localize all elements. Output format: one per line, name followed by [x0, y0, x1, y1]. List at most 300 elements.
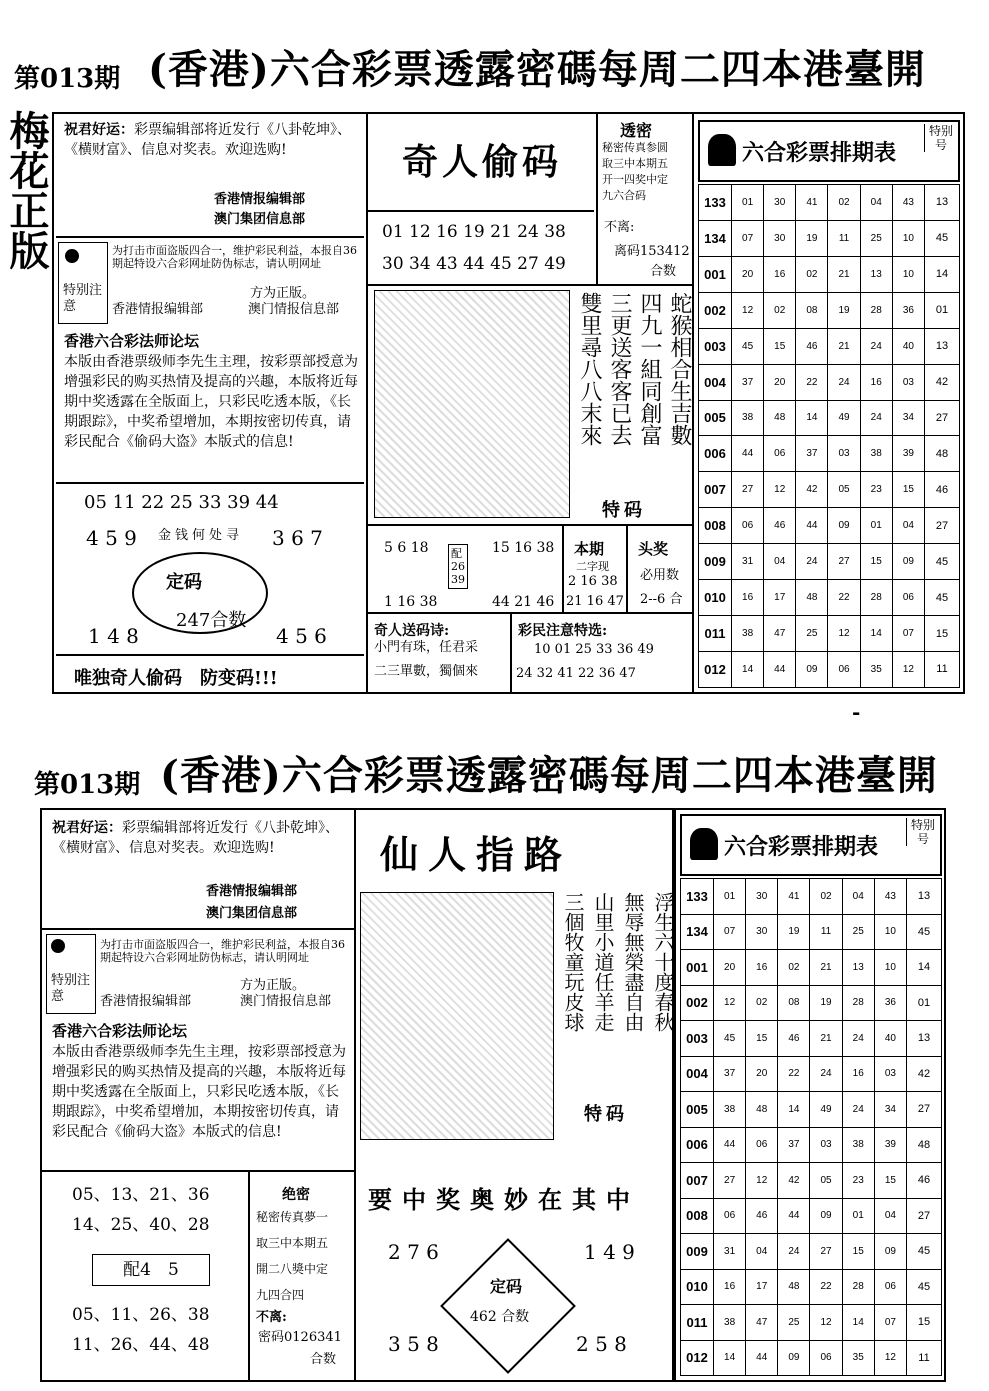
number-cell: 02 — [810, 879, 842, 915]
schedule-row — [681, 914, 942, 950]
number-cell: 01 — [842, 1198, 874, 1234]
schedule-title: 六合彩票排期表 — [724, 834, 879, 860]
number-cell: 30 — [746, 879, 778, 915]
schedule-row — [681, 1234, 942, 1270]
schedule-row — [681, 950, 942, 986]
number-cell: 35 — [842, 1340, 874, 1376]
ring2-bl: 3 5 8 — [388, 1332, 439, 1356]
number-cell: 06 — [764, 436, 796, 472]
poem-line: 三更送客客已去 — [607, 292, 632, 446]
leak-line: 秘密传真参圆 — [602, 141, 668, 154]
special-number-cell: 27 — [925, 508, 960, 544]
period-cell: 134 — [681, 914, 714, 950]
number-cell: 28 — [860, 580, 892, 616]
number-cell: 38 — [714, 1305, 746, 1341]
number-cell: 12 — [874, 1340, 906, 1376]
period-cell: 133 — [681, 879, 714, 915]
number-cell: 03 — [810, 1127, 842, 1163]
number-cell: 37 — [778, 1127, 810, 1163]
number-cell: 15 — [842, 1234, 874, 1270]
period-cell: 010 — [699, 580, 732, 616]
number-cell: 17 — [746, 1269, 778, 1305]
schedule-table-1 — [698, 184, 960, 688]
schedule-row — [681, 1092, 942, 1128]
issue-number-1: 第013期 — [14, 64, 121, 94]
secret-lines — [256, 1204, 328, 1308]
special-number-cell: 01 — [907, 985, 942, 1021]
period-cell: 005 — [681, 1092, 714, 1128]
number-cell: 44 — [714, 1127, 746, 1163]
notice-org2: 澳门情报信息部 — [240, 994, 332, 1009]
leak-nope: 不离: — [604, 220, 635, 235]
period-cell: 134 — [699, 220, 732, 256]
number-cell: 06 — [732, 508, 764, 544]
number-cell: 30 — [764, 220, 796, 256]
pair-pei-1: 26 — [451, 560, 465, 573]
ring2-tr: 1 4 9 — [584, 1240, 635, 1264]
column-rule — [510, 612, 512, 694]
divider — [42, 928, 354, 930]
schedule-header-2 — [680, 814, 942, 876]
special-number-cell: 13 — [907, 1021, 942, 1057]
send-title: 奇人送码诗: — [374, 623, 450, 639]
schedule-row — [681, 1127, 942, 1163]
ring-arc: 金钱何处寻 — [158, 528, 244, 543]
schedule-row — [699, 436, 960, 472]
schedule-row — [681, 1198, 942, 1234]
ring2-sum: 462 合数 — [470, 1309, 530, 1325]
number-cell: 46 — [746, 1198, 778, 1234]
number-cell: 38 — [714, 1092, 746, 1128]
number-cell: 07 — [714, 914, 746, 950]
number-cell: 14 — [732, 651, 764, 687]
notice-footer: 方为正版。 — [240, 978, 306, 993]
special-number-cell: 15 — [907, 1305, 942, 1341]
number-cell: 01 — [860, 508, 892, 544]
number-cell: 09 — [892, 544, 924, 580]
period-cell: 012 — [681, 1340, 714, 1376]
number-cell: 42 — [796, 472, 828, 508]
divider — [368, 612, 692, 614]
number-cell: 16 — [714, 1269, 746, 1305]
special-number-cell: 15 — [925, 616, 960, 652]
period-cell: 133 — [699, 185, 732, 221]
number-cell: 22 — [828, 580, 860, 616]
numbers-line2: 30 34 43 44 45 27 49 — [382, 254, 566, 274]
number-cell: 48 — [764, 400, 796, 436]
number-cell: 14 — [796, 400, 828, 436]
number-cell: 12 — [764, 472, 796, 508]
greeting-org2: 澳门集团信息部 — [214, 212, 306, 227]
number-cell: 12 — [746, 1163, 778, 1199]
arc-slogan: 要中奖奥妙在其中 — [368, 1185, 640, 1214]
notice-org1: 香港情报编辑部 — [100, 994, 192, 1009]
numbers-line1: 01 12 16 19 21 24 38 — [382, 222, 566, 242]
number-cell: 31 — [714, 1234, 746, 1270]
period-cell: 011 — [699, 616, 732, 652]
number-cell: 39 — [892, 436, 924, 472]
leak-line: 九六合码 — [602, 189, 646, 202]
number-cell: 11 — [828, 220, 860, 256]
send-line1: 小門有珠，任君采 — [374, 640, 479, 655]
column-rule — [354, 1172, 356, 1382]
number-cell: 01 — [732, 185, 764, 221]
number-cell: 27 — [828, 544, 860, 580]
number-cell: 38 — [860, 436, 892, 472]
number-cell: 15 — [874, 1163, 906, 1199]
nums-row: 05 11 22 25 33 39 44 — [84, 492, 279, 513]
divider — [56, 654, 364, 656]
special-number-cell: 45 — [907, 1234, 942, 1270]
pair-b: 1 16 38 — [384, 594, 438, 610]
list-l2: 14、25、40、28 — [72, 1215, 210, 1235]
pair-c: 15 16 38 — [492, 540, 555, 556]
number-cell: 15 — [746, 1021, 778, 1057]
number-cell: 47 — [764, 616, 796, 652]
leak-lines — [602, 140, 668, 204]
number-cell: 45 — [714, 1021, 746, 1057]
schedule-row — [699, 544, 960, 580]
number-cell: 24 — [842, 1021, 874, 1057]
pair-a: 5 6 18 — [384, 540, 429, 556]
pair-pei-2: 39 — [451, 573, 465, 586]
number-cell: 27 — [714, 1163, 746, 1199]
divider — [42, 1170, 354, 1172]
illustration-warriors — [374, 290, 570, 518]
period-cell: 010 — [681, 1269, 714, 1305]
special-number-cell: 45 — [925, 544, 960, 580]
number-cell: 24 — [778, 1234, 810, 1270]
number-cell: 16 — [764, 256, 796, 292]
number-cell: 08 — [778, 985, 810, 1021]
number-cell: 28 — [842, 985, 874, 1021]
lucky-animal-icon — [708, 134, 736, 166]
number-cell: 46 — [796, 328, 828, 364]
schedule-row — [681, 985, 942, 1021]
forum-text: 本版由香港票级师李先生主理，按彩票部授意为增强彩民的购买热情及提高的兴趣，本版将近每期中奖透露在全版面上，只彩民吃透本版，《长期跟踪》，中奖希望增加，本期按密切传真，请彩民配合《偷码大盗》本版式的信息! — [52, 1044, 346, 1140]
number-cell: 48 — [778, 1269, 810, 1305]
number-cell: 21 — [828, 328, 860, 364]
number-cell: 04 — [860, 185, 892, 221]
greeting-org1: 香港情报编辑部 — [214, 192, 306, 207]
number-cell: 36 — [892, 292, 924, 328]
special-number-cell: 13 — [925, 185, 960, 221]
period-cell: 005 — [699, 400, 732, 436]
number-cell: 49 — [828, 400, 860, 436]
period-cell: 003 — [699, 328, 732, 364]
number-cell: 06 — [810, 1340, 842, 1376]
number-cell: 21 — [810, 950, 842, 986]
special-number-cell: 27 — [907, 1092, 942, 1128]
number-cell: 06 — [714, 1198, 746, 1234]
period-cell: 006 — [699, 436, 732, 472]
number-cell: 48 — [746, 1092, 778, 1128]
number-cell: 10 — [874, 950, 906, 986]
schedule-row — [699, 651, 960, 687]
number-cell: 04 — [746, 1234, 778, 1270]
list-l3: 05、11、26、38 — [72, 1305, 210, 1325]
number-cell: 02 — [796, 256, 828, 292]
column-rule — [692, 112, 694, 694]
leak-unit: 合数 — [650, 264, 677, 279]
number-cell: 24 — [860, 328, 892, 364]
number-cell: 40 — [892, 328, 924, 364]
benqi-sub: 二字现 — [576, 560, 609, 573]
number-cell: 44 — [746, 1340, 778, 1376]
number-cell: 45 — [732, 328, 764, 364]
number-cell: 09 — [778, 1340, 810, 1376]
number-cell: 06 — [746, 1127, 778, 1163]
schedule-row — [699, 580, 960, 616]
number-cell: 22 — [796, 364, 828, 400]
number-cell: 04 — [764, 544, 796, 580]
number-cell: 03 — [892, 364, 924, 400]
special-label: 特别号 — [924, 124, 957, 152]
number-cell: 23 — [860, 472, 892, 508]
divider — [56, 236, 364, 238]
secret-title: 绝密 — [282, 1187, 310, 1203]
number-cell: 05 — [828, 472, 860, 508]
number-cell: 20 — [746, 1056, 778, 1092]
leak-line: 取三中本期五 — [602, 157, 668, 170]
forum-title: 香港六合彩法师论坛 — [64, 332, 200, 350]
secret-code: 密码0126341 — [258, 1330, 342, 1345]
special-number-cell: 14 — [907, 950, 942, 986]
number-cell: 12 — [810, 1305, 842, 1341]
number-cell: 27 — [810, 1234, 842, 1270]
number-cell: 40 — [874, 1021, 906, 1057]
number-cell: 09 — [810, 1198, 842, 1234]
illustration-sages — [360, 892, 554, 1140]
special-number-cell: 01 — [925, 292, 960, 328]
number-cell: 43 — [892, 185, 924, 221]
notice-box — [58, 242, 108, 324]
period-cell: 003 — [681, 1021, 714, 1057]
special-number-cell: 14 — [925, 256, 960, 292]
special-number-cell: 27 — [925, 400, 960, 436]
notice-footer: 方为正版。 — [250, 286, 316, 301]
divider — [56, 482, 364, 484]
number-cell: 35 — [860, 651, 892, 687]
pair-pei — [448, 544, 468, 589]
center-title: 奇人偷码 — [402, 141, 563, 183]
number-cell: 10 — [874, 914, 906, 950]
forum-text: 本版由香港票级师李先生主理，按彩票部授意为增强彩民的购买热情及提高的兴趣，本版将近每期中奖透露在全版面上，只彩民吃透本版，《长期跟踪》，中奖希望增加，本期按密切传真，请彩民配合《偷码大盗》本版式的信息! — [64, 354, 358, 450]
number-cell: 14 — [778, 1092, 810, 1128]
special-number-cell: 48 — [925, 436, 960, 472]
number-cell: 07 — [874, 1305, 906, 1341]
number-cell: 15 — [764, 328, 796, 364]
number-cell: 20 — [714, 950, 746, 986]
secret-line: 秘密传真夢一 — [256, 1210, 329, 1224]
tema-label-2: 特码 — [584, 1104, 628, 1125]
side-title: 梅花正版 — [3, 110, 50, 270]
sheet1-header: (香港)六合彩票透露密碼每周二四本港臺開 — [148, 46, 926, 93]
special-number-cell: 42 — [925, 364, 960, 400]
number-cell: 44 — [764, 651, 796, 687]
ring-tl: 4 5 9 — [86, 526, 137, 550]
number-cell: 12 — [714, 985, 746, 1021]
number-cell: 43 — [874, 879, 906, 915]
number-cell: 15 — [892, 472, 924, 508]
number-cell: 04 — [842, 879, 874, 915]
number-cell: 02 — [746, 985, 778, 1021]
greeting-title: 祝君好运： — [64, 122, 134, 138]
poem-line: 蛇猴相合生吉數 — [667, 292, 692, 446]
schedule-row — [699, 400, 960, 436]
poem-line: 雙里尋八八末來 — [577, 292, 602, 446]
greeting-2 — [52, 818, 352, 858]
fans-title: 彩民注意特选: — [518, 623, 608, 639]
number-cell: 20 — [764, 364, 796, 400]
number-cell: 07 — [732, 220, 764, 256]
number-cell: 30 — [746, 914, 778, 950]
number-cell: 22 — [778, 1056, 810, 1092]
special-number-cell: 13 — [925, 328, 960, 364]
period-cell: 008 — [699, 508, 732, 544]
number-cell: 15 — [860, 544, 892, 580]
number-cell: 13 — [842, 950, 874, 986]
notice-text: 为打击市面盗版四合一，维护彩民利益，本报自36期起特设六合彩网址防伪标志，请认明网址 — [112, 244, 357, 270]
ring-bl: 1 4 8 — [88, 624, 139, 648]
period-cell: 007 — [699, 472, 732, 508]
number-cell: 19 — [796, 220, 828, 256]
number-cell: 11 — [810, 914, 842, 950]
number-cell: 44 — [732, 436, 764, 472]
list-l4: 11、26、44、48 — [72, 1335, 210, 1355]
secret-line: 九四合四 — [256, 1288, 305, 1302]
schedule-row — [681, 1021, 942, 1057]
number-cell: 16 — [842, 1056, 874, 1092]
special-number-cell: 46 — [925, 472, 960, 508]
schedule-row — [699, 328, 960, 364]
number-cell: 03 — [874, 1056, 906, 1092]
number-cell: 04 — [874, 1198, 906, 1234]
list-pei: 配4 5 — [92, 1254, 210, 1286]
schedule-row — [681, 1340, 942, 1376]
number-cell: 19 — [778, 914, 810, 950]
secret-nope: 不离: — [256, 1310, 287, 1325]
schedule-row — [699, 292, 960, 328]
notice-text: 为打击市面盗版四合一，维护彩民利益，本报自36期起特设六合彩网址防伪标志，请认明网址 — [100, 938, 345, 964]
number-cell: 30 — [764, 185, 796, 221]
number-cell: 41 — [778, 879, 810, 915]
ring-center: 定码 — [166, 572, 202, 593]
special-number-cell: 46 — [907, 1163, 942, 1199]
number-cell: 20 — [732, 256, 764, 292]
number-cell: 46 — [764, 508, 796, 544]
period-cell: 009 — [699, 544, 732, 580]
number-cell: 14 — [860, 616, 892, 652]
period-cell: 011 — [681, 1305, 714, 1341]
benqi-title: 本期 — [574, 540, 605, 558]
period-cell: 012 — [699, 651, 732, 687]
number-cell: 02 — [828, 185, 860, 221]
schedule-row — [681, 1269, 942, 1305]
column-rule — [626, 526, 628, 612]
schedule-row — [699, 185, 960, 221]
number-cell: 37 — [796, 436, 828, 472]
number-cell: 24 — [860, 400, 892, 436]
pair-d: 44 21 46 — [492, 594, 555, 610]
sheet2-header: (香港)六合彩票透露密碼每周二四本港臺開 — [160, 752, 938, 799]
period-cell: 002 — [681, 985, 714, 1021]
special-number-cell: 45 — [907, 914, 942, 950]
ring-sum: 247合数 — [176, 610, 247, 631]
number-cell: 21 — [828, 256, 860, 292]
column-rule — [596, 112, 598, 284]
fans-line2: 24 32 41 22 36 47 — [516, 666, 636, 681]
number-cell: 41 — [796, 185, 828, 221]
number-cell: 06 — [892, 580, 924, 616]
number-cell: 07 — [892, 616, 924, 652]
number-cell: 01 — [714, 879, 746, 915]
ring2-tl: 2 7 6 — [388, 1240, 439, 1264]
schedule-row — [699, 220, 960, 256]
poem-line: 三個牧童玩皮球 — [561, 892, 585, 1032]
number-cell: 44 — [778, 1198, 810, 1234]
number-cell: 16 — [732, 580, 764, 616]
period-cell: 001 — [681, 950, 714, 986]
number-cell: 24 — [828, 364, 860, 400]
schedule-header-1 — [698, 120, 960, 182]
special-label: 特别号 — [906, 818, 939, 846]
period-cell: 004 — [699, 364, 732, 400]
special-number-cell: 45 — [925, 220, 960, 256]
number-cell: 36 — [874, 985, 906, 1021]
number-cell: 02 — [764, 292, 796, 328]
fans-line1: 10 01 25 33 36 49 — [534, 642, 654, 657]
toujiang-range: 2--6 合 — [640, 592, 683, 607]
schedule-row — [699, 364, 960, 400]
leak-title: 透密 — [620, 121, 653, 140]
number-cell: 24 — [810, 1056, 842, 1092]
period-cell: 004 — [681, 1056, 714, 1092]
center-title-2: 仙人指路 — [380, 832, 573, 877]
number-cell: 28 — [842, 1269, 874, 1305]
number-cell: 02 — [778, 950, 810, 986]
schedule-table-2 — [680, 878, 942, 1376]
number-cell: 13 — [860, 256, 892, 292]
notice-label: 特别注意 — [51, 973, 91, 1004]
lucky-animal-icon — [690, 828, 718, 860]
number-cell: 06 — [874, 1269, 906, 1305]
schedule-row — [699, 616, 960, 652]
poem-line: 山里小道任羊走 — [591, 892, 615, 1032]
schedule-row — [681, 1056, 942, 1092]
special-number-cell: 42 — [907, 1056, 942, 1092]
special-number-cell: 11 — [907, 1340, 942, 1376]
number-cell: 42 — [778, 1163, 810, 1199]
ring2-br: 2 5 8 — [576, 1332, 627, 1356]
number-cell: 34 — [874, 1092, 906, 1128]
number-cell: 28 — [860, 292, 892, 328]
notice-box — [46, 934, 96, 1014]
number-cell: 03 — [828, 436, 860, 472]
special-number-cell: 11 — [925, 651, 960, 687]
poem — [574, 292, 694, 492]
tema-label: 特码 — [602, 500, 646, 521]
schedule-row — [699, 508, 960, 544]
benqi-n2: 21 16 47 — [566, 594, 624, 609]
number-cell: 21 — [810, 1021, 842, 1057]
period-cell: 007 — [681, 1163, 714, 1199]
number-cell: 34 — [892, 400, 924, 436]
number-cell: 48 — [796, 580, 828, 616]
secret-line: 開二八獎中定 — [256, 1262, 329, 1276]
number-cell: 23 — [842, 1163, 874, 1199]
notice-label: 特别注意 — [63, 283, 103, 314]
